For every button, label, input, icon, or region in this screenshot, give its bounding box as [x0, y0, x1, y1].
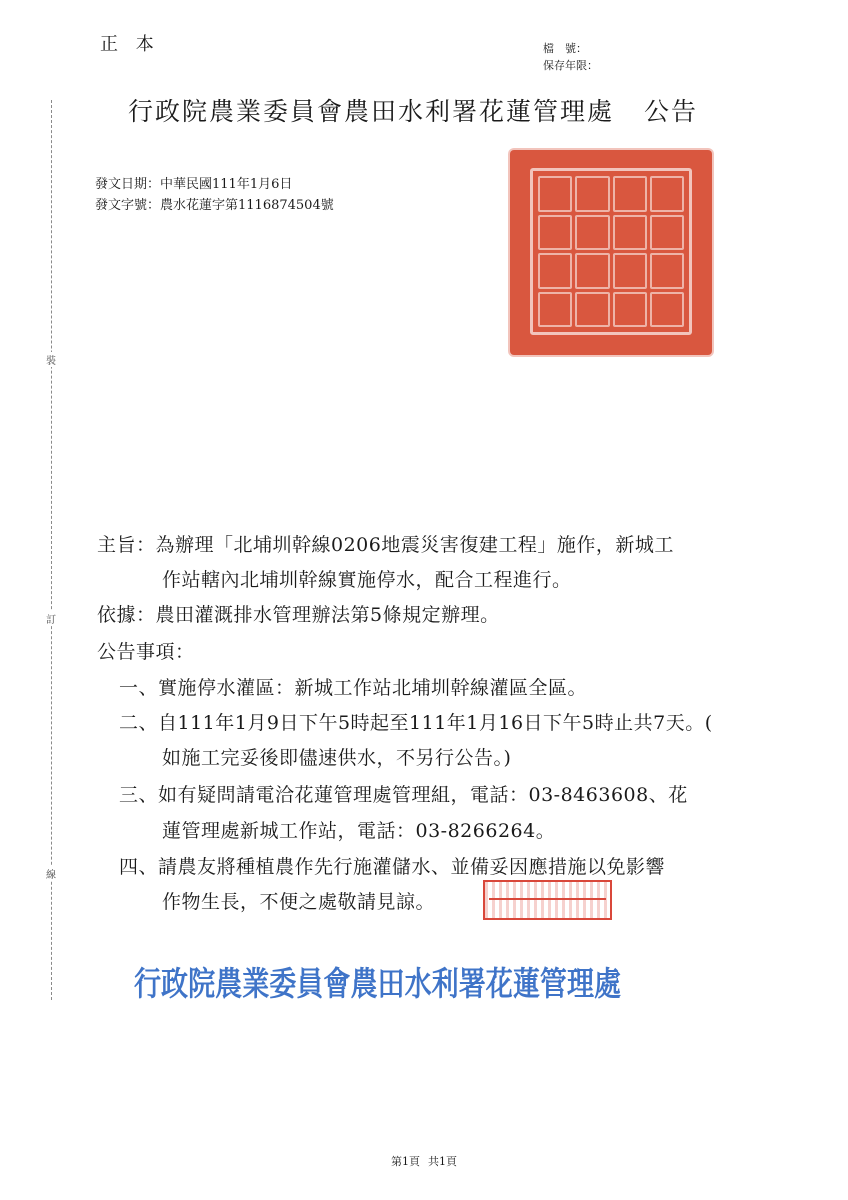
archive-info: [543, 40, 598, 74]
organization-stamp: 行政院農業委員會農田水利署花蓮管理處: [134, 964, 622, 1003]
binding-mark-top: 裝: [44, 352, 58, 367]
official-seal-small: [483, 880, 612, 920]
subject-line-1: 主旨：為辦理「北埔圳幹線0206地震災害復建工程」施作，新城工: [97, 534, 674, 556]
page-title: [128, 92, 698, 128]
page-number: 第1頁: [391, 1155, 420, 1168]
page-total: 共1頁: [428, 1155, 457, 1168]
binding-mark-bottom: 線: [44, 866, 58, 881]
binding-line: [51, 100, 52, 1000]
notice-item-4-line-1: 四、請農友將種植農作先行施灌儲水、並備妥因應措施以免影響: [119, 856, 666, 878]
issue-date-value: 中華民國111年1月6日: [160, 177, 293, 192]
notice-item-2-line-1: 二、自111年1月9日下午5時起至111年1月16日下午5時止共7天。(: [119, 712, 713, 734]
reference-number-value: 農水花蓮字第1116874504號: [160, 198, 334, 213]
binding-mark-middle: 訂: [44, 611, 58, 626]
reference-number-row: [95, 195, 334, 216]
notice-item-4-line-2: 作物生長，不便之處敬請見諒。: [162, 891, 436, 913]
retention-period-label: 保存年限：: [543, 59, 598, 72]
notice-item-3-line-1: 三、如有疑問請電洽花蓮管理處管理組，電話：03-8463608、花: [119, 784, 688, 806]
issue-date-label: 發文日期：: [95, 177, 161, 192]
title-type: 公告: [644, 97, 699, 126]
notice-item-2-line-2: 如施工完妥後即儘速供水，不另行公告。): [162, 747, 512, 769]
subject-line-2: 作站轄內北埔圳幹線實施停水，配合工程進行。: [162, 569, 572, 591]
notice-item-3-line-2: 蓮管理處新城工作站，電話：03-8266264。: [162, 820, 556, 842]
archive-number-label: 檔 號：: [543, 42, 587, 55]
reference-number-label: 發文字號：: [95, 198, 161, 213]
official-seal-large: [510, 150, 712, 355]
issue-date-row: [95, 174, 334, 195]
notice-item-1: 一、實施停水灌區：新城工作站北埔圳幹線灌區全區。: [119, 677, 588, 699]
basis-line: 依據：農田灌溉排水管理辦法第5條規定辦理。: [97, 604, 500, 626]
page-footer: [0, 1153, 848, 1169]
document-meta: [95, 174, 334, 216]
title-org: 行政院農業委員會農田水利署花蓮管理處: [128, 97, 615, 126]
notice-heading: 公告事項：: [97, 641, 195, 663]
copy-mark: 正 本: [100, 34, 160, 55]
